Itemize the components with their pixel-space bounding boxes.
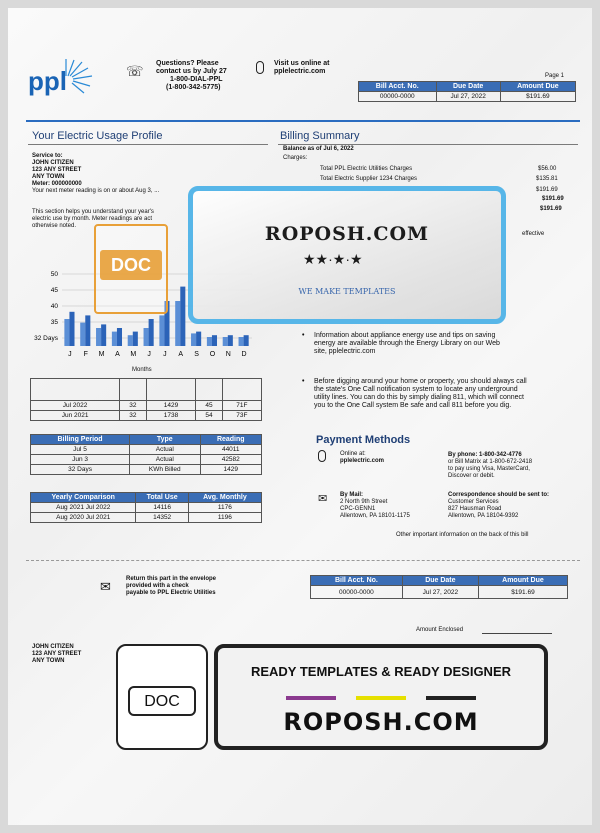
chart-bar [212,335,217,346]
charge-line2-label: Total Electric Supplier 1234 Charges [320,176,418,182]
bottom-doc-badge: DOC [128,686,196,716]
chart-y-tick-label: 35 [50,319,58,326]
mail-line3: Allentown, PA 18101-1175 [340,513,410,519]
charge-line4-value: $191.69 [542,196,564,202]
tip-bullet-dig [314,378,529,410]
col-type: Type [130,435,200,445]
yearly-comparison-table [30,492,262,523]
service-to-label: Service to: [32,153,63,159]
monthly-cell: 45 [196,401,222,411]
chart-bar [223,337,228,346]
mouse-icon [318,450,326,462]
yearly-cell: Aug 2021 Jul 2022 [31,503,136,513]
charge-line5-value: $191.69 [540,206,562,212]
service-town: ANY TOWN [32,174,65,180]
monthly-cell: 54 [196,411,222,421]
doc-file-icon [94,224,168,314]
explainer-line3: otherwise noted. [32,223,77,229]
watermark-card [188,186,506,324]
stub-col-acct: Bill Acct. No. [311,576,403,586]
chart-x-tick-label: J [147,351,151,358]
chart-x-tick-label: A [115,351,120,358]
table-row [31,411,262,421]
logo-text: ppl [28,66,67,96]
corr-line2: Customer Services [448,499,499,505]
monthly-cell: 1429 [146,401,196,411]
stub-amount-value: $191.69 [478,586,567,599]
watermark-stars-icon: ★★·★·★ [303,251,363,267]
monthly-cell: 73F [222,411,261,421]
chart-x-tick-label: D [241,351,247,358]
ppl-logo [28,56,103,96]
chart-bar [191,333,196,346]
billing-title-rule [278,144,578,145]
return-line3: payable to PPL Electric Utilities [126,590,216,596]
online-link[interactable]: pplelectric.com [340,458,385,464]
chart-bar [244,335,249,346]
page-label: Page 1 [545,73,565,79]
yearly-cell: 1196 [188,513,261,523]
bottom-doc-icon [116,644,208,750]
banner-brand: ROPOSH.COM [283,708,479,736]
online-block [340,451,384,465]
questions-phone1: 1-800-DIAL-PPL [170,76,223,83]
amount-enclosed-label: Amount Enclosed [416,627,464,633]
tip-energy-text: Information about appliance energy use and tips on saving energy are available through the Energy Library on our Web site, pplelectric.com [314,332,500,355]
chart-x-tick-label: O [209,351,216,358]
meter-number: Meter: 000000000 [32,181,82,187]
charge-line1-value: $56.00 [538,166,557,172]
banner-title: READY TEMPLATES & READY DESIGNER [250,664,512,679]
chart-x-tick-label: F [83,351,88,358]
tip-dig-text: Before digging around your home or property, you should always call the state's One Call notification system to locate any underground utility lines. You can do this by simply dialing 811, which will connect you to the One Call system Be safe and call 811 before you dig. [314,378,527,409]
online-label: Online at: [340,451,366,457]
watermark-brand: ROPOSH.COM [264,223,430,245]
perforation-line [26,560,580,561]
chart-bar [85,315,90,346]
monthly-table [30,378,262,421]
corr-line4: Allentown, PA 18104-9392 [448,513,519,519]
amount-enclosed-field[interactable] [482,633,552,634]
yearly-cell: 14352 [136,513,188,523]
bp-cell: Actual [130,445,200,455]
chart-bar [180,287,185,346]
yearly-cell: 1176 [188,503,261,513]
doc-badge: DOC [100,250,162,280]
col-reading: Reading [200,435,262,445]
visit-link[interactable]: pplelectric.com [274,68,326,75]
bp-cell: Actual [130,455,200,465]
chart-bar [144,328,149,346]
explainer-line1: This section helps you understand your year's [32,209,154,215]
billing-summary-title: Billing Summary [280,130,360,142]
phone-pay-line1: By phone: 1-800-342-4776 [448,452,522,458]
chart-x-tick-label: M [98,351,105,358]
phone-icon: ☏ [126,63,144,79]
chart-bar [175,301,180,346]
chart-y-tick-label: 50 [50,271,58,278]
bp-cell: 42582 [200,455,262,465]
next-reading: Your next meter reading is on or about Aug 3, ... [32,188,160,194]
chart-x-tick-label: S [194,351,199,358]
col-total-use: Total Use [136,493,188,503]
service-name: JOHN CITIZEN [32,160,74,166]
chart-y-tick-label: 45 [50,287,58,294]
envelope-icon: ✉ [318,493,328,505]
questions-line2: contact us by July 27 [156,68,227,75]
visit-block [274,60,330,76]
questions-line1: Questions? Please [156,60,219,67]
chart-bar [80,323,85,346]
correspondence-block [448,492,549,520]
phone-pay-line2: or Bill Matrix at 1-800-672-2418 [448,459,533,465]
charge-line1-label: Total PPL Electric Utilities Charges [320,166,413,172]
bp-cell: 32 Days [31,465,130,475]
table-row [31,513,262,523]
chart-bar [228,335,233,346]
table-row [31,465,262,475]
chart-x-tick-label: M [130,351,137,358]
questions-phone2: (1-800-342-5775) [166,84,221,91]
chart-bar [117,328,122,346]
banner-color-bar-1 [286,696,336,700]
due-value: Jul 27, 2022 [436,92,500,102]
banner-color-bar-3 [426,696,476,700]
stub-col-due: Due Date [402,576,478,586]
corr-line3: 827 Hausman Road [448,506,502,512]
monthly-cell: 71F [222,401,261,411]
chart-bar [112,332,117,346]
header-divider [26,120,580,122]
table-row [31,445,262,455]
explainer-line2: electric use by month. Meter readings are act [32,216,153,222]
service-block [32,153,159,195]
stub-town: ANY TOWN [32,658,65,664]
envelope-icon: ✉ [100,579,111,594]
monthly-cell: Jul 2022 [31,401,120,411]
visit-line1: Visit us online at [274,60,330,67]
chart-bar [239,337,244,346]
chart-x-tick-label: J [163,351,167,358]
col-acct: Bill Acct. No. [359,82,437,92]
banner-color-bar-2 [356,696,406,700]
col-billing-period: Billing Period [31,435,130,445]
chart-bar [64,319,69,346]
chart-bar [101,324,106,346]
chart-xlabel: Months [132,367,152,373]
chart-bar [133,332,138,346]
charge-line3-value: $191.69 [536,187,558,193]
mouse-icon [256,61,264,74]
balance-line: Balance as of Jul 6, 2022 [283,146,354,152]
chart-x-tick-label: J [68,351,72,358]
return-line2: provided with a check [126,583,189,589]
bill-summary-table-top [358,81,576,102]
monthly-cell: 32 [120,411,146,421]
usage-title: Your Electric Usage Profile [32,130,163,142]
chart-y-tick-label: 40 [50,303,58,310]
bp-cell: Jun 3 [31,455,130,465]
usage-title-rule [28,144,268,145]
charges-label: Charges: [283,155,308,161]
yearly-cell: 14116 [136,503,188,513]
chart-x-tick-label: N [225,351,231,358]
monthly-cell: 1738 [146,411,196,421]
bp-cell: KWh Billed [130,465,200,475]
watermark-tagline: WE MAKE TEMPLATES [298,287,396,296]
chart-bar [96,328,101,346]
phone-pay-line3: to pay using Visa, MasterCard, [448,466,530,472]
table-row [31,503,262,513]
return-instructions [126,576,216,597]
effective-text: effective [522,231,545,237]
chart-bar [128,335,133,346]
col-amount: Amount Due [500,82,575,92]
table-row [31,401,262,411]
billing-period-table [30,434,262,475]
chart-x-tick-label: A [178,351,184,358]
col-avg-monthly: Avg. Monthly [188,493,261,503]
stub-street: 123 ANY STREET [32,651,82,657]
corr-line1: Correspondence should be sent to: [448,492,550,498]
charge-line2-value: $135.81 [536,176,558,182]
return-line1: Return this part in the envelope [126,576,217,582]
amount-value: $191.69 [500,92,575,102]
monthly-cell: Jun 2021 [31,411,120,421]
service-street: 123 ANY STREET [32,167,82,173]
mail-block [340,492,410,520]
tip-bullet-energy [314,332,514,356]
table-row [31,379,262,401]
questions-block [156,60,248,92]
chart-bar [69,312,74,346]
chart-bar [196,332,201,346]
stub-col-amount: Amount Due [478,576,567,586]
mail-label: By Mail: [340,492,364,498]
stub-address [32,644,81,665]
stub-name: JOHN CITIZEN [32,644,74,650]
phone-pay-line4: Discover or debit. [448,473,495,479]
other-info: Other important information on the back of this bill [396,532,529,538]
stub-bill-table [310,575,568,599]
table-row [31,455,262,465]
bottom-banner [214,644,548,750]
phone-pay-block [448,452,532,480]
chart-bar [159,315,164,346]
col-due: Due Date [436,82,500,92]
monthly-cell: 32 [120,401,146,411]
bp-cell: 1429 [200,465,262,475]
payment-title: Payment Methods [316,434,411,446]
bp-cell: Jul 5 [31,445,130,455]
col-yearly: Yearly Comparison [31,493,136,503]
stub-acct-value: 00000-0000 [311,586,403,599]
bill-page [8,8,592,825]
chart-bar [207,337,212,346]
yearly-cell: Aug 2020 Jul 2021 [31,513,136,523]
acct-value: 00000-0000 [359,92,437,102]
stub-due-value: Jul 27, 2022 [402,586,478,599]
chart-bar [149,319,154,346]
bp-cell: 44011 [200,445,262,455]
mail-line1: 2 North 9th Street [340,499,388,505]
chart-y-tick-label: 32 Days [34,335,58,342]
mail-line2: CPC-GENN1 [340,506,376,512]
